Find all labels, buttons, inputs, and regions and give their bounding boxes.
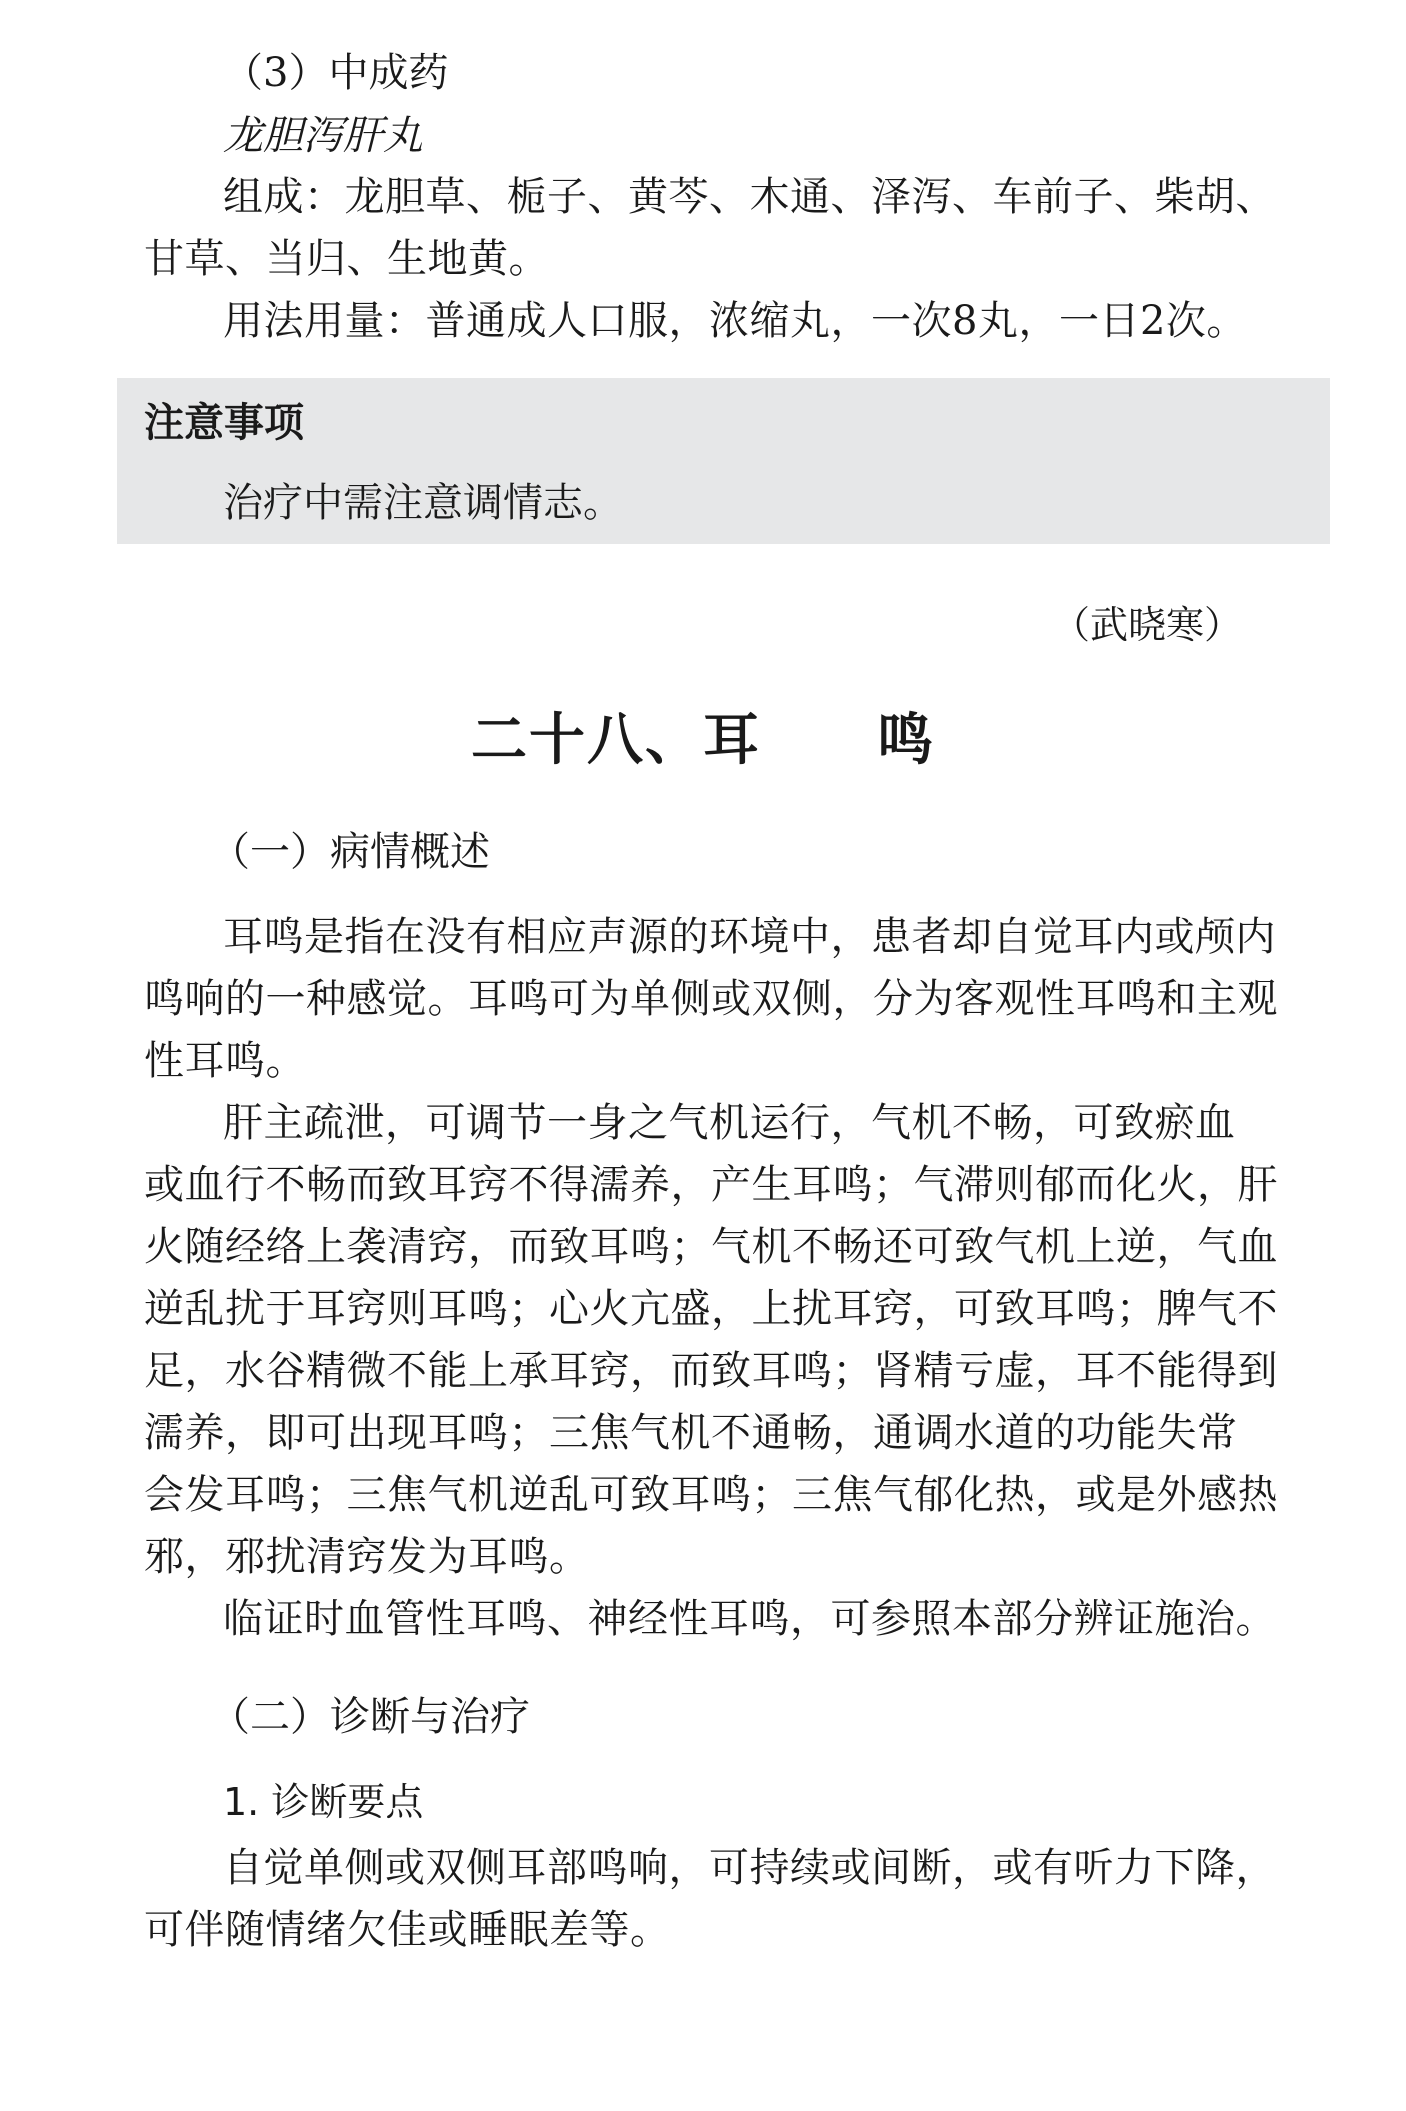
- usage-line: 用法用量：普通成人口服，浓缩丸，一次8丸，一日2次。: [223, 298, 1247, 344]
- paragraph-line: 邪，邪扰清窍发为耳鸣。: [144, 1534, 590, 1580]
- composition-line-1: 组成：龙胆草、栀子、黄芩、木通、泽泻、车前子、柴胡、: [223, 174, 1276, 220]
- notice-text: 治疗中需注意调情志。: [223, 480, 623, 526]
- paragraph-line: 鸣响的一种感觉。耳鸣可为单侧或双侧，分为客观性耳鸣和主观: [144, 976, 1278, 1022]
- paragraph-line: 肝主疏泄，可调节一身之气机运行，气机不畅，可致瘀血: [223, 1100, 1236, 1146]
- paragraph-line: 可伴随情绪欠佳或睡眠差等。: [144, 1907, 671, 1953]
- paragraph-line: 火随经络上袭清窍，而致耳鸣；气机不畅还可致气机上逆，气血: [144, 1224, 1278, 1270]
- paragraph-line: 逆乱扰于耳窍则耳鸣；心火亢盛，上扰耳窍，可致耳鸣；脾气不: [144, 1286, 1278, 1332]
- paragraph-line: 濡养，即可出现耳鸣；三焦气机不通畅，通调水道的功能失常: [144, 1410, 1238, 1456]
- author-credit: （武晓寒）: [1052, 603, 1243, 647]
- paragraph-line: 会发耳鸣；三焦气机逆乱可致耳鸣；三焦气郁化热，或是外感热: [144, 1472, 1278, 1518]
- paragraph-line: 足，水谷精微不能上承耳窍，而致耳鸣；肾精亏虚，耳不能得到: [144, 1348, 1278, 1394]
- notice-box: [117, 378, 1330, 544]
- paragraph-line: 性耳鸣。: [144, 1038, 306, 1084]
- paragraph-line: 自觉单侧或双侧耳部鸣响，可持续或间断，或有听力下降，: [223, 1845, 1276, 1891]
- paragraph-line: 耳鸣是指在没有相应声源的环境中，患者却自觉耳内或颅内: [223, 914, 1276, 960]
- section-heading-diagnosis: （二）诊断与治疗: [210, 1694, 530, 1740]
- composition-line-2: 甘草、当归、生地黄。: [144, 236, 549, 282]
- paragraph-line: 或血行不畅而致耳窍不得濡养，产生耳鸣；气滞则郁而化火，肝: [144, 1162, 1278, 1208]
- formula-heading: （3）中成药: [223, 50, 449, 96]
- section-heading-overview: （一）病情概述: [210, 829, 490, 875]
- formula-name: 龙胆泻肝丸: [223, 113, 423, 159]
- paragraph-line: 临证时血管性耳鸣、神经性耳鸣，可参照本部分辨证施治。: [223, 1596, 1276, 1642]
- chapter-title: 二十八、耳 鸣: [471, 708, 935, 773]
- item-heading-diagnosis-points: 1. 诊断要点: [223, 1780, 424, 1824]
- notice-title: 注意事项: [144, 400, 304, 446]
